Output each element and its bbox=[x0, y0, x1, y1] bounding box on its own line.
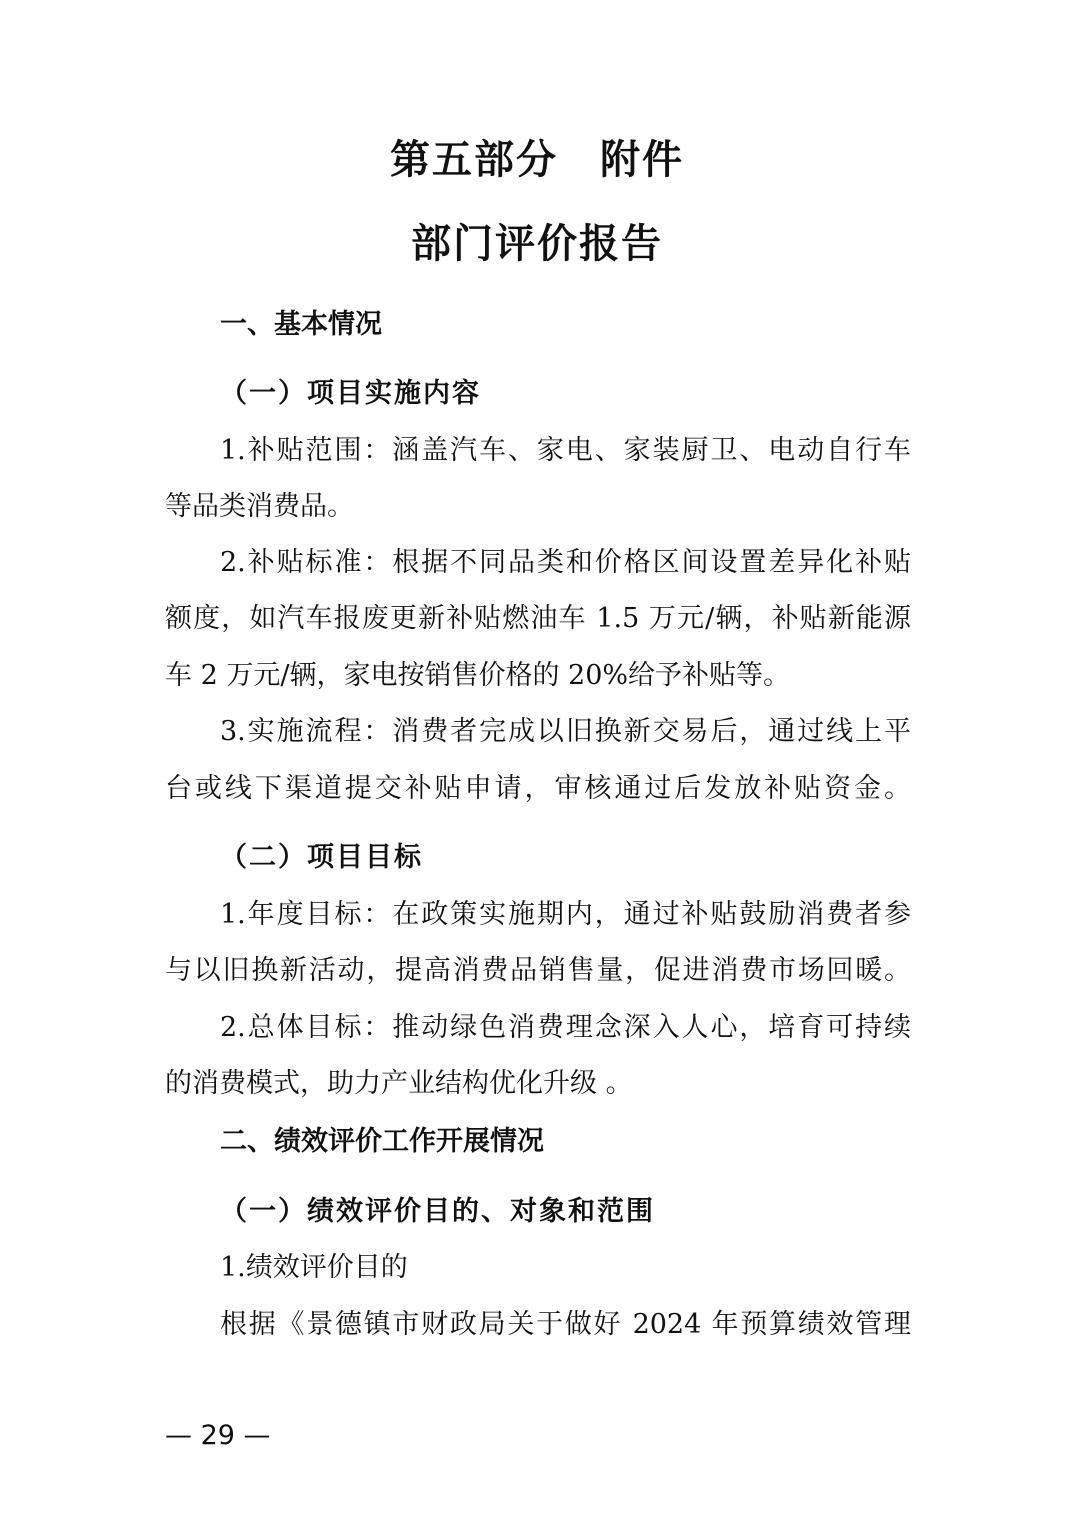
paragraph-line: 等品类消费品。 bbox=[165, 491, 354, 522]
subsection-heading-purpose-scope: （一）绩效评价目的、对象和范围 bbox=[220, 1196, 655, 1227]
paragraph-line: 根据《景德镇市财政局关于做好 2024 年预算绩效管理 bbox=[220, 1309, 911, 1340]
subsection-heading-implementation: （一）项目实施内容 bbox=[220, 378, 481, 409]
paragraph-line: 的消费模式，助力产业结构优化升级 。 bbox=[165, 1068, 633, 1099]
paragraph-line: 台或线下渠道提交补贴申请，审核通过后发放补贴资金。 bbox=[165, 773, 911, 804]
page-number: — 29 — bbox=[165, 1420, 271, 1451]
section-heading-evaluation: 二、绩效评价工作开展情况 bbox=[220, 1126, 544, 1157]
paragraph-line: 车 2 万元/辆，家电按销售价格的 20%给予补贴等。 bbox=[165, 660, 791, 691]
attachment-title: 第五部分 附件 bbox=[390, 136, 684, 183]
paragraph-line: 与以旧换新活动，提高消费品销售量，促进消费市场回暖。 bbox=[165, 955, 911, 986]
subsection-heading-objectives: （二）项目目标 bbox=[220, 842, 423, 873]
paragraph-line: 2.补贴标准：根据不同品类和价格区间设置差异化补贴 bbox=[220, 547, 911, 578]
paragraph-line: 1.绩效评价目的 bbox=[220, 1252, 408, 1283]
report-title: 部门评价报告 bbox=[411, 220, 663, 267]
section-heading-basic-info: 一、基本情况 bbox=[220, 309, 382, 340]
paragraph-line: 3.实施流程：消费者完成以旧换新交易后，通过线上平 bbox=[220, 716, 911, 747]
paragraph-line: 1.补贴范围：涵盖汽车、家电、家装厨卫、电动自行车 bbox=[220, 435, 911, 466]
paragraph-line: 额度，如汽车报废更新补贴燃油车 1.5 万元/辆，补贴新能源 bbox=[165, 603, 911, 634]
paragraph-line: 2.总体目标：推动绿色消费理念深入人心，培育可持续 bbox=[220, 1012, 911, 1043]
paragraph-line: 1.年度目标：在政策实施期内，通过补贴鼓励消费者参 bbox=[220, 899, 911, 930]
